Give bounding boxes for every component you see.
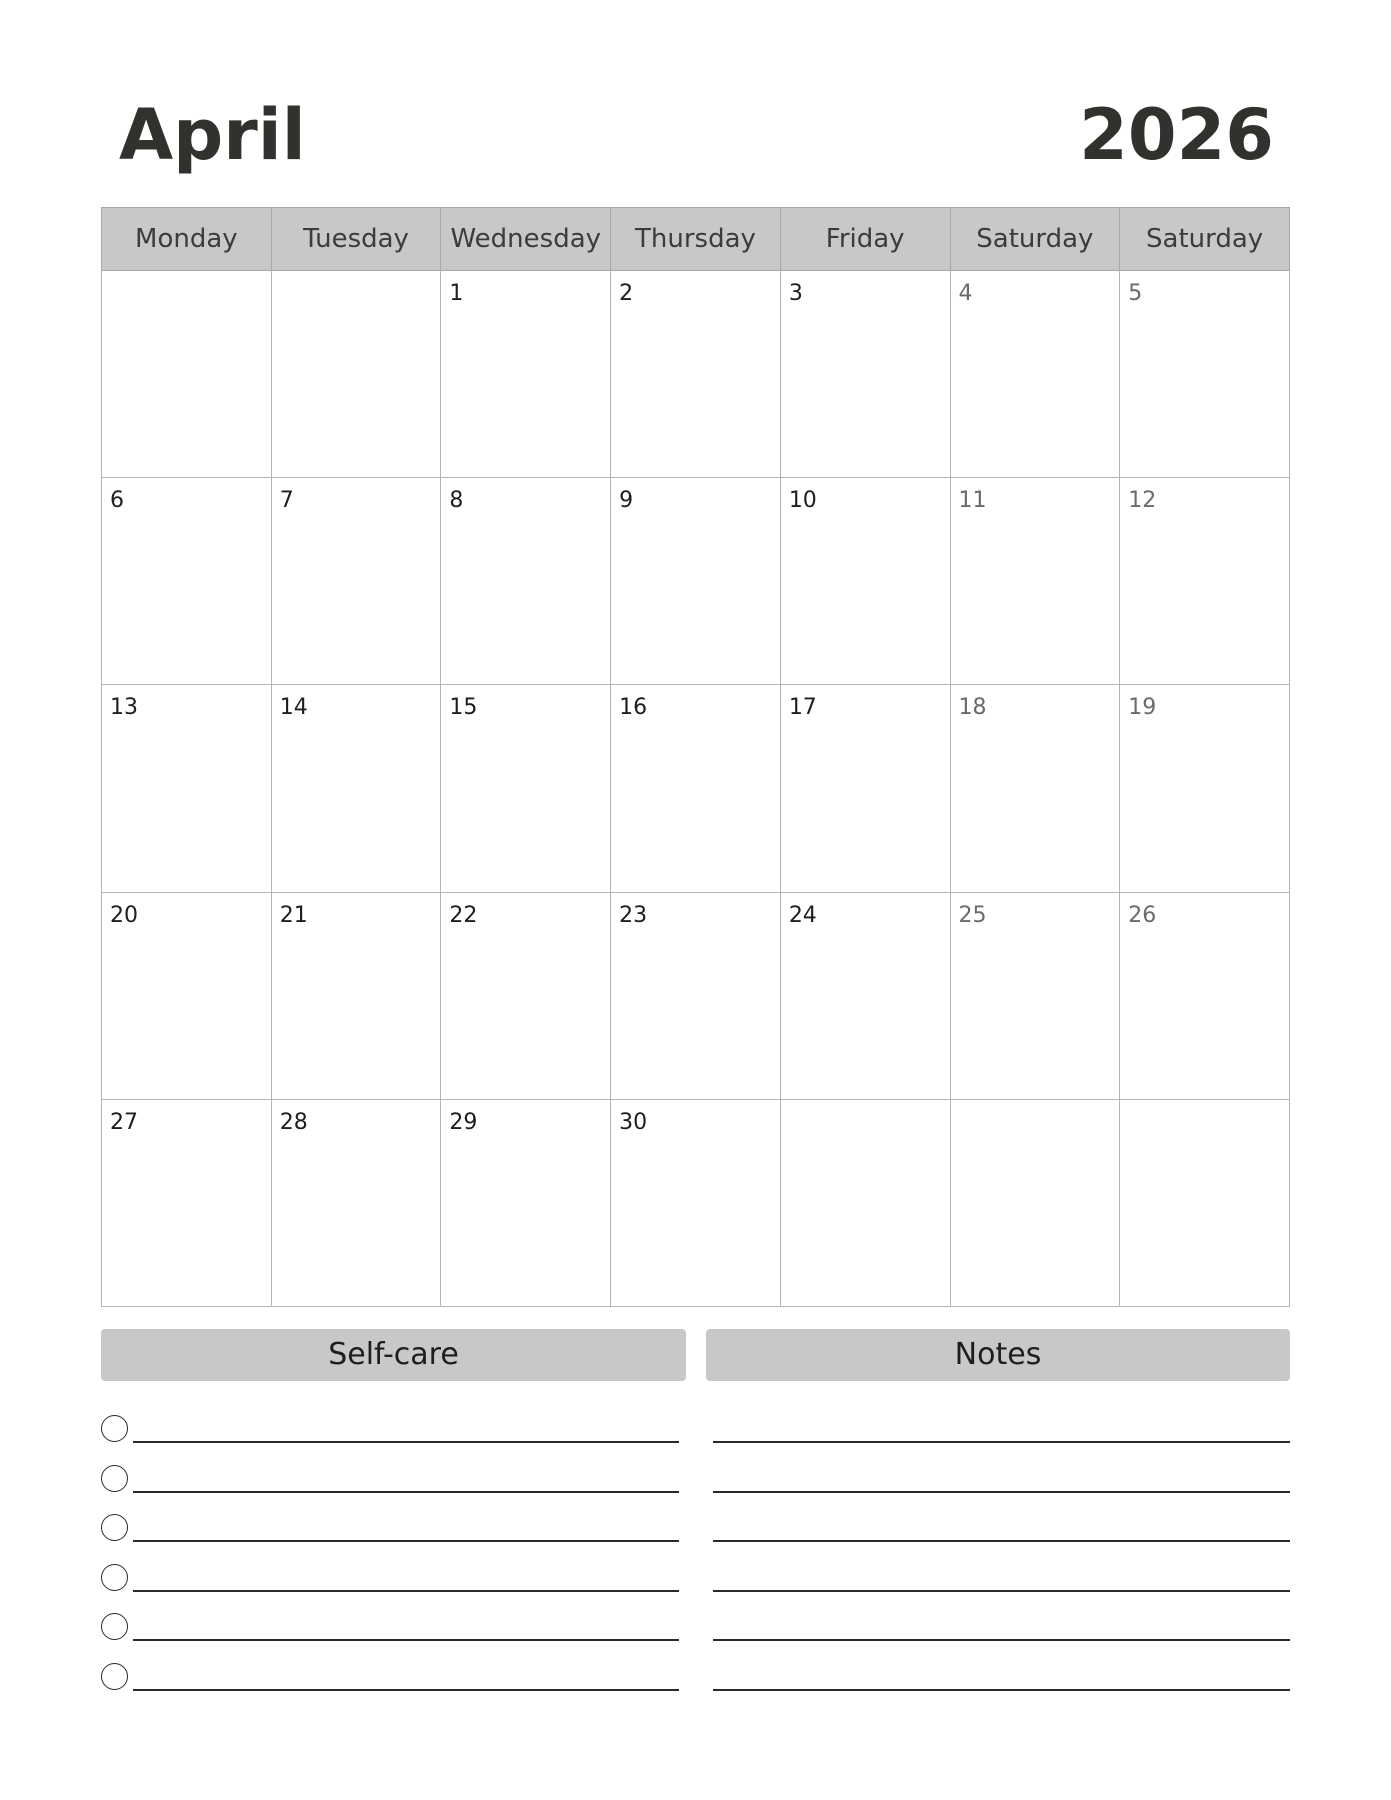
- day-number: 5: [1128, 281, 1143, 306]
- notes-item: [713, 1553, 1290, 1603]
- day-number: 24: [788, 902, 817, 928]
- day-cell[interactable]: [611, 478, 781, 685]
- day-cell[interactable]: [950, 892, 1120, 1099]
- day-number: 1: [449, 281, 464, 306]
- writing-line[interactable]: [713, 1639, 1290, 1641]
- notes-item: [713, 1454, 1290, 1504]
- day-number: [781, 1100, 950, 1110]
- writing-line[interactable]: [133, 1540, 679, 1542]
- day-cell[interactable]: [441, 271, 611, 478]
- day-cell[interactable]: [441, 892, 611, 1099]
- day-cell[interactable]: [950, 1099, 1120, 1306]
- selfcare-item: [101, 1553, 679, 1603]
- day-cell[interactable]: [102, 271, 272, 478]
- weekday-header: Thursday: [611, 208, 781, 271]
- day-number: 18: [958, 695, 987, 721]
- day-number: 13: [110, 695, 138, 721]
- day-number: 12: [1128, 488, 1157, 514]
- day-cell[interactable]: [611, 685, 781, 892]
- day-cell[interactable]: [1120, 685, 1290, 892]
- day-cell[interactable]: [950, 271, 1120, 478]
- day-number: 26: [1128, 902, 1157, 928]
- writing-line[interactable]: [133, 1441, 679, 1443]
- writing-line[interactable]: [133, 1689, 679, 1691]
- checkbox-circle-icon[interactable]: [101, 1514, 128, 1541]
- day-cell[interactable]: [271, 685, 441, 892]
- day-cell[interactable]: [780, 478, 950, 685]
- calendar-grid: [101, 207, 1290, 1307]
- day-cell[interactable]: [950, 685, 1120, 892]
- notes-item: [713, 1503, 1290, 1553]
- day-cell[interactable]: [441, 478, 611, 685]
- day-number: 19: [1128, 695, 1157, 721]
- selfcare-list: [101, 1404, 679, 1701]
- notes-header: Notes: [706, 1329, 1290, 1381]
- day-cell[interactable]: [271, 271, 441, 478]
- notes-item: [713, 1602, 1290, 1652]
- day-cell[interactable]: [441, 1099, 611, 1306]
- day-number: 9: [619, 488, 634, 514]
- day-cell[interactable]: [102, 892, 272, 1099]
- checkbox-circle-icon[interactable]: [101, 1663, 128, 1690]
- day-cell[interactable]: [1120, 271, 1290, 478]
- day-number: 25: [958, 902, 987, 928]
- notes-item: [713, 1404, 1290, 1454]
- selfcare-item: [101, 1454, 679, 1504]
- day-number: 16: [619, 695, 648, 721]
- day-number: 7: [279, 488, 294, 514]
- day-number: [272, 271, 441, 281]
- weekday-header: Saturday: [950, 208, 1120, 271]
- weekday-header: Wednesday: [441, 208, 611, 271]
- writing-line[interactable]: [713, 1689, 1290, 1691]
- writing-line[interactable]: [133, 1639, 679, 1641]
- day-number: 6: [110, 488, 124, 514]
- day-cell[interactable]: [780, 685, 950, 892]
- checkbox-circle-icon[interactable]: [101, 1613, 128, 1640]
- day-cell[interactable]: [271, 478, 441, 685]
- writing-line[interactable]: [713, 1540, 1290, 1542]
- selfcare-item: [101, 1404, 679, 1454]
- checkbox-circle-icon[interactable]: [101, 1415, 128, 1442]
- day-number: 8: [449, 488, 464, 514]
- day-number: 20: [110, 902, 138, 928]
- day-cell[interactable]: [611, 271, 781, 478]
- day-number: 4: [958, 281, 973, 306]
- day-number: 10: [788, 488, 817, 514]
- writing-line[interactable]: [713, 1590, 1290, 1592]
- week-row: [102, 1099, 1290, 1306]
- weekday-header: Tuesday: [271, 208, 441, 271]
- day-number: 11: [958, 488, 987, 514]
- notes-list: [713, 1404, 1290, 1701]
- day-number: 22: [449, 902, 478, 928]
- day-cell[interactable]: [1120, 478, 1290, 685]
- day-cell[interactable]: [102, 685, 272, 892]
- writing-line[interactable]: [133, 1590, 679, 1592]
- week-row: [102, 478, 1290, 685]
- day-number: 2: [619, 281, 634, 306]
- weekday-header: Saturday: [1120, 208, 1290, 271]
- day-cell[interactable]: [271, 892, 441, 1099]
- week-row: [102, 685, 1290, 892]
- day-cell[interactable]: [102, 1099, 272, 1306]
- day-cell[interactable]: [780, 1099, 950, 1306]
- day-number: 17: [788, 695, 817, 721]
- month-title: April: [119, 94, 306, 176]
- day-cell[interactable]: [1120, 1099, 1290, 1306]
- day-cell[interactable]: [271, 1099, 441, 1306]
- weekday-header: Monday: [102, 208, 272, 271]
- checkbox-circle-icon[interactable]: [101, 1465, 128, 1492]
- day-cell[interactable]: [102, 478, 272, 685]
- selfcare-item: [101, 1503, 679, 1553]
- day-number: 3: [788, 281, 803, 306]
- day-number: 28: [279, 1109, 308, 1135]
- writing-line[interactable]: [713, 1441, 1290, 1443]
- notes-item: [713, 1652, 1290, 1702]
- day-cell[interactable]: [780, 892, 950, 1099]
- day-cell[interactable]: [780, 271, 950, 478]
- selfcare-header: Self-care: [101, 1329, 686, 1381]
- writing-line[interactable]: [133, 1491, 679, 1493]
- day-cell[interactable]: [441, 685, 611, 892]
- day-number: 15: [449, 695, 478, 721]
- year-title: 2026: [1079, 94, 1274, 176]
- day-number: [102, 271, 271, 281]
- selfcare-item: [101, 1602, 679, 1652]
- day-cell[interactable]: [611, 892, 781, 1099]
- week-row: [102, 892, 1290, 1099]
- writing-line[interactable]: [713, 1491, 1290, 1493]
- week-row: [102, 271, 1290, 478]
- day-number: 30: [619, 1109, 648, 1135]
- selfcare-item: [101, 1652, 679, 1702]
- day-cell[interactable]: [1120, 892, 1290, 1099]
- day-number: [951, 1100, 1120, 1110]
- weekday-header: Friday: [780, 208, 950, 271]
- weekday-header-row: [102, 208, 1290, 271]
- day-number: 21: [279, 902, 308, 928]
- day-number: 29: [449, 1109, 478, 1135]
- day-number: 23: [619, 902, 648, 928]
- checkbox-circle-icon[interactable]: [101, 1564, 128, 1591]
- day-number: 27: [110, 1109, 138, 1135]
- day-number: 14: [279, 695, 308, 721]
- day-cell[interactable]: [611, 1099, 781, 1306]
- day-number: [1120, 1100, 1289, 1110]
- day-cell[interactable]: [950, 478, 1120, 685]
